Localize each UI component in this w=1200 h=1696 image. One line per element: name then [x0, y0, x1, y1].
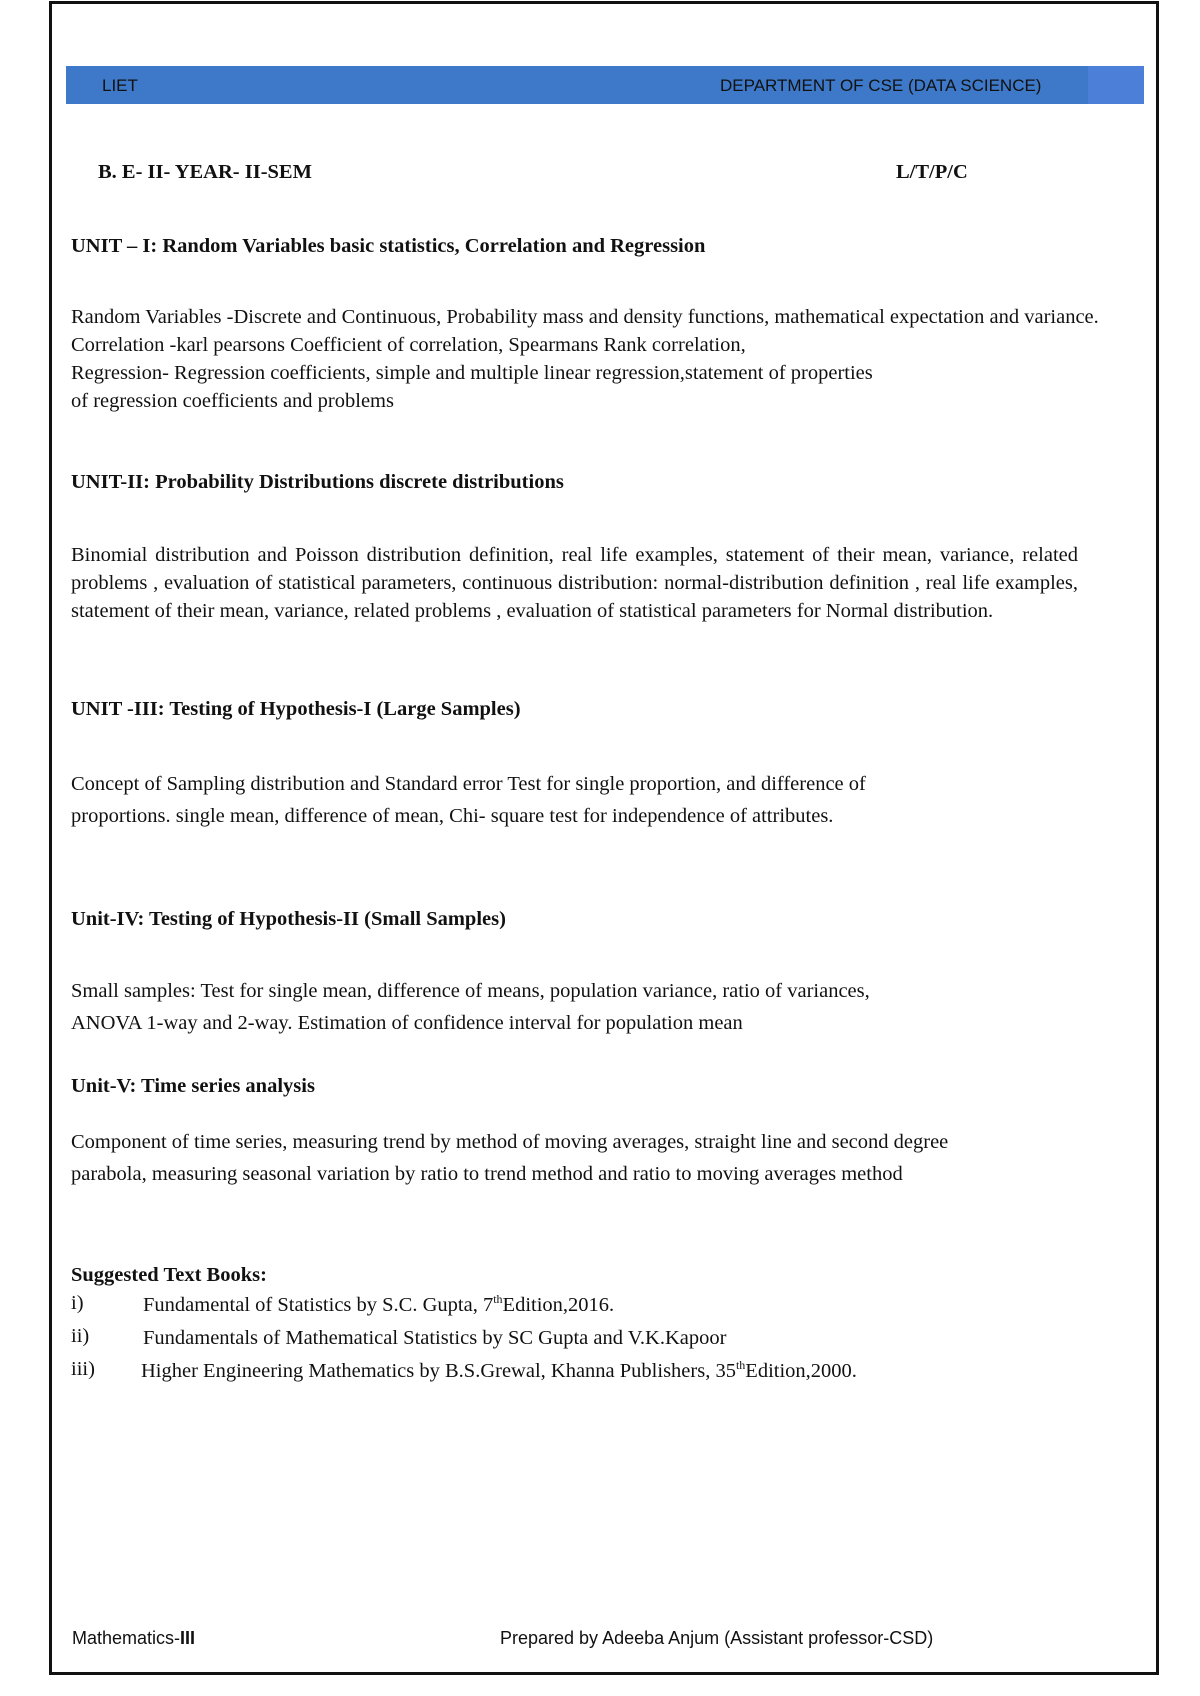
header-accent — [1088, 66, 1144, 104]
unit-1-heading: UNIT – I: Random Variables basic statistics, Correlation and Regression — [71, 235, 706, 257]
unit-4-body: Small samples: Test for single mean, difference of means, population variance, ratio of variances, ANOVA 1-way and 2-way. Estimation of confidence interval for population mean — [71, 980, 870, 1034]
unit-2-body: Binomial distribution and Poisson distribution definition, real life examples, statement of their mean, variance, related problems , evaluation of statistical parameters, continuous distribution: normal-distribution definition , real life examples, statement of their mean, variance, related problems , evaluation of statistical parameters for Normal distribution. — [71, 544, 1078, 622]
books-heading: Suggested Text Books: — [71, 1264, 267, 1286]
book-number: iii) — [71, 1358, 95, 1380]
unit-2-heading: UNIT-II: Probability Distributions discrete distributions — [71, 471, 564, 493]
book-number: ii) — [71, 1325, 90, 1347]
unit-5-body: Component of time series, measuring trend by method of moving averages, straight line and second degree parabola, measuring seasonal variation by ratio to trend method and ratio to moving averages method — [71, 1131, 949, 1185]
footer-prepared-by: Prepared by Adeeba Anjum (Assistant professor-CSD) — [500, 1628, 934, 1648]
unit-1-body: Random Variables -Discrete and Continuous, Probability mass and density functions, mathematical expectation and variance. Correlation -karl pearsons Coefficient of correlation, Spearmans Rank correlation, Regression- Regression coefficients, simple and multiple linear regression,statement of properties of regression coefficients and problems — [71, 306, 1099, 412]
footer-subject: Mathematics-III — [72, 1628, 196, 1648]
unit-5-heading: Unit-V: Time series analysis — [71, 1075, 315, 1097]
unit-3-body: Concept of Sampling distribution and Standard error Test for single proportion, and difference of proportions. single mean, difference of mean, Chi- square test for independence of attributes. — [71, 773, 866, 827]
header-department: DEPARTMENT OF CSE (DATA SCIENCE) — [720, 76, 1042, 95]
book-title: Fundamentals of Mathematical Statistics by SC Gupta and V.K.Kapoor — [143, 1326, 727, 1349]
unit-3-heading: UNIT -III: Testing of Hypothesis-I (Large Samples) — [71, 698, 521, 720]
header-band — [66, 66, 1144, 104]
book-title: Higher Engineering Mathematics by B.S.Grewal, Khanna Publishers, 35thEdition,2000. — [141, 1358, 857, 1382]
course-year-sem: B. E- II- YEAR- II-SEM — [98, 161, 312, 183]
header-college-name: LIET — [102, 76, 138, 95]
book-title: Fundamental of Statistics by S.C. Gupta, 7thEdition,2016. — [143, 1292, 615, 1316]
book-number: i) — [71, 1292, 84, 1314]
unit-4-heading: Unit-IV: Testing of Hypothesis-II (Small Samples) — [71, 908, 506, 930]
course-ltpc: L/T/P/C — [896, 161, 968, 183]
